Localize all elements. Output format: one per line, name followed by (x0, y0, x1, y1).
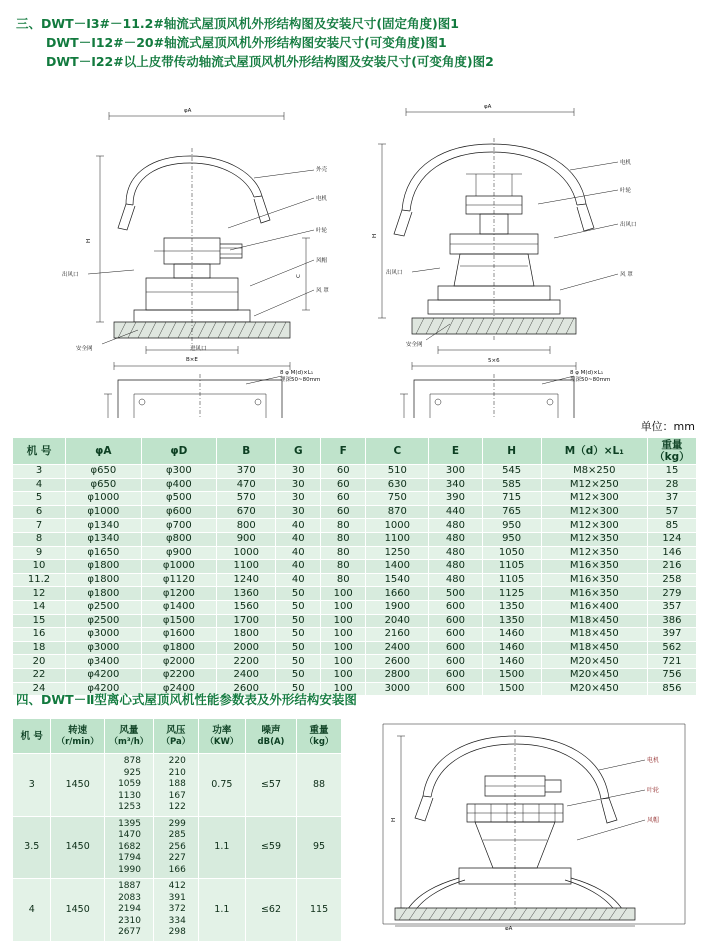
table-cell: 1900 (366, 600, 429, 614)
table-cell: 50 (276, 614, 321, 628)
table-cell: 216 (647, 560, 696, 574)
table-cell: 1400 (366, 560, 429, 574)
th-C: C (366, 438, 429, 465)
cell-weight: 115 (297, 879, 342, 942)
table2-header-row (13, 719, 342, 754)
table-cell: 2200 (217, 655, 276, 669)
table-cell: 585 (482, 478, 541, 492)
table-cell: 1100 (217, 560, 276, 574)
table-cell: 100 (321, 682, 366, 696)
svg-text:风帽: 风帽 (316, 258, 328, 264)
svg-text:安全网: 安全网 (406, 342, 423, 348)
table-cell: 440 (429, 505, 482, 519)
table2-row (13, 754, 342, 817)
section-heading-3 (16, 14, 696, 71)
drawing-figures-svg (14, 78, 696, 418)
svg-text:8 φ M(d)×L₁: 8 φ M(d)×L₁ (570, 370, 604, 376)
svg-text:出风口: 出风口 (620, 222, 637, 228)
table-row (13, 478, 697, 492)
svg-text:叶轮: 叶轮 (316, 228, 328, 234)
table-cell: 300 (429, 465, 482, 479)
table-cell: 80 (321, 532, 366, 546)
table-row (13, 560, 697, 574)
table-cell: 1560 (217, 600, 276, 614)
table-cell: 600 (429, 614, 482, 628)
table-cell: 60 (321, 492, 366, 506)
cell-model: 3 (13, 754, 51, 817)
table-cell: M12×300 (541, 505, 647, 519)
table-cell: 24 (13, 682, 66, 696)
table-cell: 15 (647, 465, 696, 479)
table-cell: 756 (647, 668, 696, 682)
section-heading-4: 四、DWT－Ⅱ型离心式屋顶风机性能参数表及外形结构安装图 (16, 692, 357, 707)
table-cell: M12×300 (541, 519, 647, 533)
cell-weight: 95 (297, 816, 342, 879)
table-cell: 50 (276, 628, 321, 642)
svg-text:风 罩: 风 罩 (316, 288, 329, 294)
th-bolt: M（d）×L₁ (541, 438, 647, 465)
table-cell: M16×350 (541, 587, 647, 601)
svg-text:安全网: 安全网 (76, 346, 93, 352)
table-cell: 480 (429, 546, 482, 560)
table-cell: 765 (482, 505, 541, 519)
table-cell: 16 (13, 628, 66, 642)
th2-model: 机 号 (13, 719, 51, 754)
cell-model: 4 (13, 879, 51, 942)
table-row (13, 600, 697, 614)
table2-row (13, 816, 342, 879)
svg-text:叶轮: 叶轮 (647, 787, 660, 794)
table-cell: 470 (217, 478, 276, 492)
table-cell: 1240 (217, 573, 276, 587)
table-cell: 5 (13, 492, 66, 506)
table-cell: 100 (321, 655, 366, 669)
table-row (13, 573, 697, 587)
table-row (13, 628, 697, 642)
table-cell: 9 (13, 546, 66, 560)
table2-body (13, 754, 342, 942)
table-cell: 258 (647, 573, 696, 587)
figure2-group (372, 104, 637, 418)
table-cell: 20 (13, 655, 66, 669)
table-cell: 2000 (217, 641, 276, 655)
table-cell: 80 (321, 573, 366, 587)
table-cell: 4 (13, 478, 66, 492)
svg-text:出风口: 出风口 (386, 270, 403, 276)
performance-table (12, 718, 342, 942)
table-cell: 279 (647, 587, 696, 601)
table-cell: 670 (217, 505, 276, 519)
table-row (13, 519, 697, 533)
table-row (13, 668, 697, 682)
table-row (13, 492, 697, 506)
table-cell: M8×250 (541, 465, 647, 479)
table-cell: 870 (366, 505, 429, 519)
table-cell: φ2200 (141, 668, 217, 682)
svg-text:电机: 电机 (620, 160, 632, 166)
table-cell: φ2000 (141, 655, 217, 669)
table-cell: φ1000 (66, 505, 142, 519)
table-cell: φ1650 (66, 546, 142, 560)
dimension-table (12, 437, 697, 696)
table-cell: 2600 (366, 655, 429, 669)
table-cell: 600 (429, 668, 482, 682)
table-cell: 30 (276, 492, 321, 506)
table-cell: 18 (13, 641, 66, 655)
table2-row (13, 879, 342, 942)
table-cell: 146 (647, 546, 696, 560)
table-cell: φ1000 (66, 492, 142, 506)
svg-text:C: C (296, 274, 302, 278)
table-cell: φ1800 (66, 587, 142, 601)
svg-text:φA: φA (484, 104, 492, 110)
table-cell: M20×450 (541, 682, 647, 696)
table-cell: 715 (482, 492, 541, 506)
table-cell: 1105 (482, 573, 541, 587)
table-cell: 100 (321, 587, 366, 601)
svg-text:8 φ M(d)×L₁: 8 φ M(d)×L₁ (280, 370, 314, 376)
table-cell: 60 (321, 478, 366, 492)
unit-note: 单位：mm (640, 420, 695, 433)
cell-pressure: 412 391 372 334 298 (153, 879, 198, 942)
table-cell: 50 (276, 668, 321, 682)
table-cell: φ1800 (66, 560, 142, 574)
table-cell: 1350 (482, 614, 541, 628)
table-cell: 1700 (217, 614, 276, 628)
table-cell: 7 (13, 519, 66, 533)
table-cell: φ1600 (141, 628, 217, 642)
th2-flow: 风量 （m³/h） (104, 719, 153, 754)
table-cell: 856 (647, 682, 696, 696)
table-cell: 100 (321, 641, 366, 655)
table-cell: 50 (276, 587, 321, 601)
table-cell: φ1120 (141, 573, 217, 587)
table-cell: 1000 (366, 519, 429, 533)
cell-flow: 878 925 1059 1130 1253 (104, 754, 153, 817)
svg-text:进风口: 进风口 (190, 346, 207, 352)
table-cell: 11.2 (13, 573, 66, 587)
table-cell: φ1800 (66, 573, 142, 587)
table-cell: 50 (276, 600, 321, 614)
svg-text:H: H (86, 238, 92, 243)
th-B: B (217, 438, 276, 465)
table-cell: 100 (321, 600, 366, 614)
table-cell: 600 (429, 655, 482, 669)
table-cell: 1100 (366, 532, 429, 546)
th-phiD: φD (141, 438, 217, 465)
table-cell: 1350 (482, 600, 541, 614)
table-row (13, 532, 697, 546)
th-weight: 重量（kg） (647, 438, 696, 465)
table-cell: 950 (482, 519, 541, 533)
table-cell: 57 (647, 505, 696, 519)
table-cell: 1460 (482, 641, 541, 655)
table-cell: 480 (429, 532, 482, 546)
cell-speed: 1450 (51, 816, 104, 879)
table-cell: 480 (429, 573, 482, 587)
table-cell: M20×450 (541, 655, 647, 669)
table-cell: M12×350 (541, 532, 647, 546)
table-cell: φ650 (66, 465, 142, 479)
table-cell: 570 (217, 492, 276, 506)
table-cell: 1460 (482, 628, 541, 642)
th2-pressure: 风压 （Pa） (153, 719, 198, 754)
svg-text:埋深50~80mm: 埋深50~80mm (570, 377, 611, 383)
table-cell: 500 (429, 587, 482, 601)
table-cell: φ4200 (66, 682, 142, 696)
table-cell: 8 (13, 532, 66, 546)
table-row (13, 641, 697, 655)
table-cell: 60 (321, 505, 366, 519)
table-cell: 85 (647, 519, 696, 533)
table-cell: φ2400 (141, 682, 217, 696)
cell-speed: 1450 (51, 754, 104, 817)
table-cell: 545 (482, 465, 541, 479)
heading-line-2: DWT－Ⅰ12#－20#轴流式屋顶风机外形结构图安装尺寸(可变角度)图1 (46, 35, 447, 50)
th-F: F (321, 438, 366, 465)
table-cell: 630 (366, 478, 429, 492)
table-cell: φ3400 (66, 655, 142, 669)
centrifugal-fan-drawing (355, 718, 700, 930)
cell-noise: ≤62 (245, 879, 296, 942)
table-cell: φ1340 (66, 532, 142, 546)
table-cell: 100 (321, 628, 366, 642)
table-cell: 50 (276, 641, 321, 655)
table-cell: M20×450 (541, 668, 647, 682)
table-cell: φ700 (141, 519, 217, 533)
table-row (13, 505, 697, 519)
table-cell: 80 (321, 560, 366, 574)
table-cell: M16×350 (541, 573, 647, 587)
table-cell: 80 (321, 519, 366, 533)
table-cell: 1105 (482, 560, 541, 574)
table-cell: 1540 (366, 573, 429, 587)
svg-text:H: H (372, 233, 378, 238)
cell-noise: ≤59 (245, 816, 296, 879)
cell-model: 3.5 (13, 816, 51, 879)
table-cell: 600 (429, 628, 482, 642)
heading-line-1: 三、DWT－Ⅰ3#－11.2#轴流式屋顶风机外形结构图及安装尺寸(固定角度)图1 (16, 16, 459, 31)
table-cell: 100 (321, 614, 366, 628)
table-cell: 100 (321, 668, 366, 682)
table-cell: φ1800 (141, 641, 217, 655)
table-cell: 357 (647, 600, 696, 614)
table-body (13, 465, 697, 696)
cell-flow: 1887 2083 2194 2310 2677 (104, 879, 153, 942)
table-cell: M18×450 (541, 628, 647, 642)
table-cell: φ1200 (141, 587, 217, 601)
table-cell: φ1000 (141, 560, 217, 574)
table-cell: 2600 (217, 682, 276, 696)
table-cell: 124 (647, 532, 696, 546)
table-cell: 1660 (366, 587, 429, 601)
table-cell: 2400 (217, 668, 276, 682)
table-cell: 14 (13, 600, 66, 614)
svg-text:φA: φA (184, 108, 192, 114)
table-cell: 1800 (217, 628, 276, 642)
table-row (13, 655, 697, 669)
table-cell: 2160 (366, 628, 429, 642)
th-H: H (482, 438, 541, 465)
table-cell: M16×400 (541, 600, 647, 614)
table-cell: φ500 (141, 492, 217, 506)
table-cell: φ900 (141, 546, 217, 560)
cell-power: 0.75 (198, 754, 245, 817)
table-cell: 386 (647, 614, 696, 628)
table-cell: 1360 (217, 587, 276, 601)
table-row (13, 546, 697, 560)
figure1-group (62, 108, 329, 418)
th-E: E (429, 438, 482, 465)
table-header-row (13, 438, 697, 465)
th2-power: 功率 （KW） (198, 719, 245, 754)
table-cell: φ4200 (66, 668, 142, 682)
table-cell: 1050 (482, 546, 541, 560)
svg-text:外壳: 外壳 (316, 167, 328, 173)
table-cell: 15 (13, 614, 66, 628)
table-cell: 2040 (366, 614, 429, 628)
table-cell: 2800 (366, 668, 429, 682)
table-cell: φ1340 (66, 519, 142, 533)
table-cell: 50 (276, 682, 321, 696)
table-cell: 721 (647, 655, 696, 669)
table-cell: 1500 (482, 668, 541, 682)
table-cell: 2400 (366, 641, 429, 655)
table-cell: M12×350 (541, 546, 647, 560)
table-cell: 1125 (482, 587, 541, 601)
table-cell: 6 (13, 505, 66, 519)
table-cell: φ2500 (66, 614, 142, 628)
svg-text:电机: 电机 (316, 196, 328, 202)
table-cell: 1000 (217, 546, 276, 560)
svg-text:叶轮: 叶轮 (620, 188, 632, 194)
table-cell: φ1500 (141, 614, 217, 628)
svg-text:埋深50~80mm: 埋深50~80mm (280, 377, 321, 383)
table-row (13, 614, 697, 628)
table-cell: 480 (429, 560, 482, 574)
table-cell: 30 (276, 465, 321, 479)
table-cell: 60 (321, 465, 366, 479)
table-cell: 80 (321, 546, 366, 560)
table-cell: 3 (13, 465, 66, 479)
svg-text:B×E: B×E (186, 357, 198, 363)
table-cell: φ3000 (66, 641, 142, 655)
table-cell: 800 (217, 519, 276, 533)
table-cell: φ1400 (141, 600, 217, 614)
table-cell: M12×250 (541, 478, 647, 492)
table-cell: 12 (13, 587, 66, 601)
centrifugal-drawing-svg (355, 718, 700, 930)
table-cell: 600 (429, 641, 482, 655)
table-cell: 28 (647, 478, 696, 492)
table-cell: M16×350 (541, 560, 647, 574)
table-cell: 1460 (482, 655, 541, 669)
table-cell: 50 (276, 655, 321, 669)
svg-text:电机: 电机 (647, 757, 660, 764)
table-cell: 10 (13, 560, 66, 574)
cell-weight: 88 (297, 754, 342, 817)
table-cell: M12×300 (541, 492, 647, 506)
svg-text:风 罩: 风 罩 (620, 272, 633, 278)
table-cell: 40 (276, 573, 321, 587)
table-cell: 40 (276, 519, 321, 533)
table-cell: 510 (366, 465, 429, 479)
table-cell: 390 (429, 492, 482, 506)
table-cell: 1500 (482, 682, 541, 696)
table-cell: 340 (429, 478, 482, 492)
table-cell: 370 (217, 465, 276, 479)
table-cell: M18×450 (541, 614, 647, 628)
table-row (13, 587, 697, 601)
th2-noise: 噪声 dB(A) (245, 719, 296, 754)
th2-speed: 转速 （r/min） (51, 719, 104, 754)
table-cell: φ3000 (66, 628, 142, 642)
cell-power: 1.1 (198, 879, 245, 942)
table-cell: 480 (429, 519, 482, 533)
table-cell: φ800 (141, 532, 217, 546)
svg-text:φA: φA (505, 926, 513, 930)
table-cell: 37 (647, 492, 696, 506)
th2-weight: 重量 （kg） (297, 719, 342, 754)
svg-text:出风口: 出风口 (62, 272, 79, 278)
table-cell: φ650 (66, 478, 142, 492)
table-cell: 950 (482, 532, 541, 546)
cell-pressure: 220 210 188 167 122 (153, 754, 198, 817)
table-cell: 600 (429, 682, 482, 696)
table-cell: 40 (276, 532, 321, 546)
svg-text:H: H (391, 817, 397, 822)
table-row (13, 465, 697, 479)
svg-text:风帽: 风帽 (647, 817, 660, 824)
svg-text:5×6: 5×6 (488, 358, 500, 364)
th-model: 机 号 (13, 438, 66, 465)
cell-noise: ≤57 (245, 754, 296, 817)
table-cell: φ300 (141, 465, 217, 479)
technical-drawings (14, 78, 696, 418)
th-phiA: φA (66, 438, 142, 465)
table-cell: 22 (13, 668, 66, 682)
th-G: G (276, 438, 321, 465)
table-cell: φ400 (141, 478, 217, 492)
table-cell: 1250 (366, 546, 429, 560)
table-cell: 750 (366, 492, 429, 506)
table-cell: M18×450 (541, 641, 647, 655)
cell-flow: 1395 1470 1682 1794 1990 (104, 816, 153, 879)
cell-pressure: 299 285 256 227 166 (153, 816, 198, 879)
table-cell: φ2500 (66, 600, 142, 614)
table-cell: 30 (276, 478, 321, 492)
table-cell: 40 (276, 560, 321, 574)
table-cell: 40 (276, 546, 321, 560)
table-cell: 562 (647, 641, 696, 655)
cell-power: 1.1 (198, 816, 245, 879)
heading-line-3: DWT－Ⅰ22#以上皮带传动轴流式屋顶风机外形结构图及安装尺寸(可变角度)图2 (46, 54, 494, 69)
cell-speed: 1450 (51, 879, 104, 942)
table-cell: 397 (647, 628, 696, 642)
table-cell: 600 (429, 600, 482, 614)
table-cell: 30 (276, 505, 321, 519)
table-cell: 3000 (366, 682, 429, 696)
table-cell: φ600 (141, 505, 217, 519)
table-cell: 900 (217, 532, 276, 546)
